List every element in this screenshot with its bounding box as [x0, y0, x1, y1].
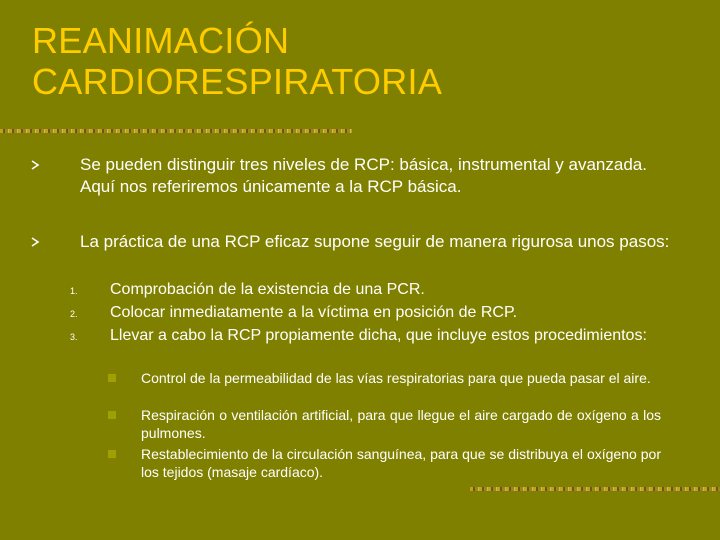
- step-number: 2.: [70, 309, 78, 319]
- square-bullet-icon: [108, 374, 116, 382]
- procedure-text: Restablecimiento de la circulación sanguínea, para que se distribuya el oxígeno por los tejidos (masaje cardíaco).: [141, 446, 661, 480]
- step-number: 1.: [70, 286, 78, 296]
- step-number: 3.: [70, 332, 78, 342]
- step-text: Comprobación de la existencia de una PCR.: [110, 281, 425, 298]
- footer-divider: [470, 487, 720, 491]
- title-divider: [0, 129, 352, 133]
- procedure-text: Control de la permeabilidad de las vías respiratorias para que pueda pasar el aire.: [141, 370, 651, 386]
- bullet-text: Se pueden distinguir tres niveles de RCP: básica, instrumental y avanzada. Aquí nos referiremos únicamente a la RCP básica.: [80, 155, 647, 196]
- bullet-text: La práctica de una RCP eficaz supone seguir de manera rigurosa unos pasos:: [80, 232, 670, 251]
- procedure-text: Respiración o ventilación artificial, para que llegue el aire cargado de oxígeno a los pulmones.: [141, 407, 661, 441]
- square-bullet-icon: [108, 450, 116, 458]
- arrowhead-icon: [30, 237, 40, 247]
- step-text: Colocar inmediatamente a la víctima en posición de RCP.: [110, 304, 518, 321]
- title-line-2: CARDIORESPIRATORIA: [32, 61, 443, 102]
- slide-title: [32, 20, 692, 102]
- title-line-1: REANIMACIÓN: [32, 20, 290, 61]
- step-text: Llevar a cabo la RCP propiamente dicha, que incluye estos procedimientos:: [110, 327, 647, 344]
- square-bullet-icon: [108, 411, 116, 419]
- arrowhead-icon: [30, 160, 40, 170]
